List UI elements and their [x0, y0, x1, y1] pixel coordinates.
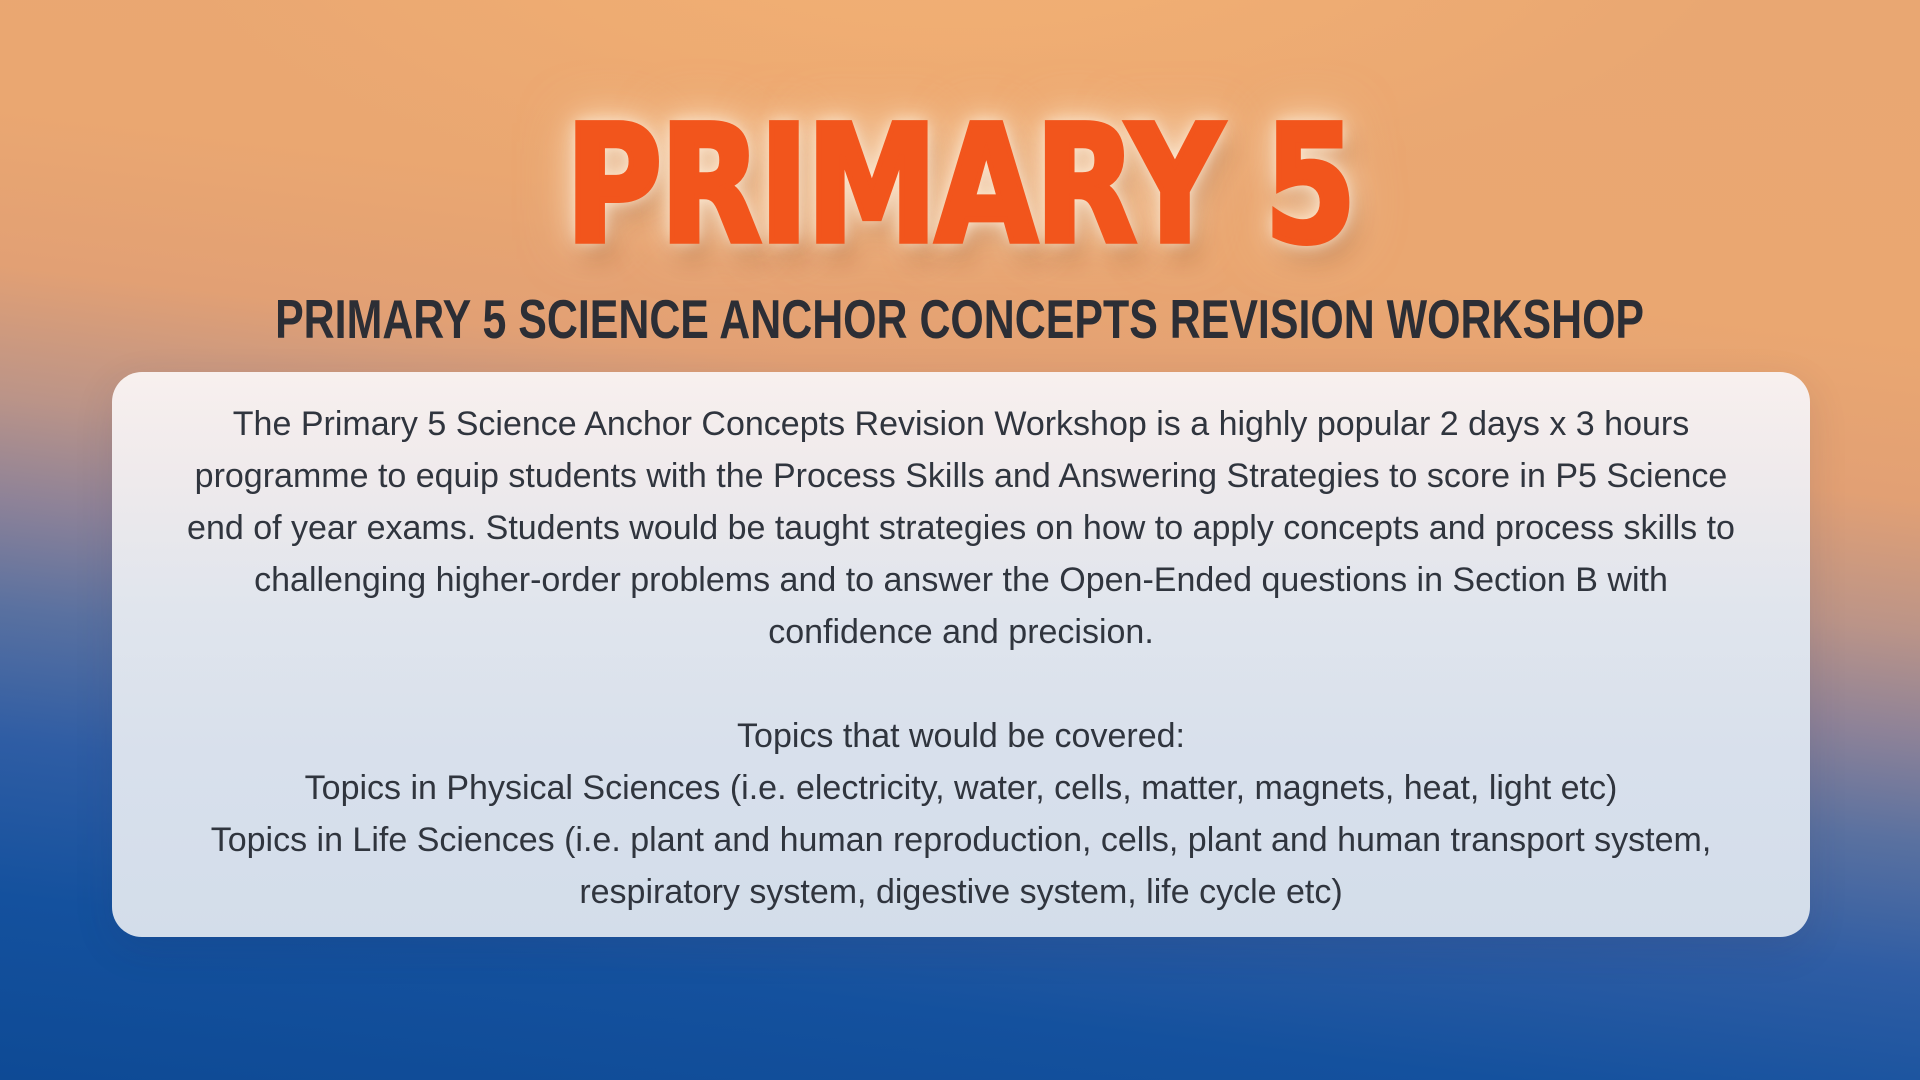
workshop-subtitle [0, 286, 1920, 352]
page-title [0, 92, 1920, 280]
workshop-subtitle-text: PRIMARY 5 SCIENCE ANCHOR CONCEPTS REVISION WORKSHOP [275, 287, 1645, 350]
topics-life-sciences: Topics in Life Sciences (i.e. plant and human reproduction, cells, plant and human transport system, respiratory system, digestive system, life cycle etc) [210, 821, 1712, 911]
topics-physical-sciences: Topics in Physical Sciences (i.e. electricity, water, cells, matter, magnets, heat, light etc) [304, 769, 1618, 807]
workshop-description: The Primary 5 Science Anchor Concepts Revision Workshop is a highly popular 2 days x 3 hours programme to equip students with the Process Skills and Answering Strategies to score in P5 Science end of year exams. Students would be taught strategies on how to apply concepts and process skills to challenging higher-order problems and to answer the Open-Ended questions in Section B with confidence and precision. [187, 405, 1735, 651]
topics-heading: Topics that would be covered: [737, 717, 1185, 755]
description-card [112, 372, 1810, 937]
page-title-text: PRIMARY 5 [565, 92, 1355, 280]
